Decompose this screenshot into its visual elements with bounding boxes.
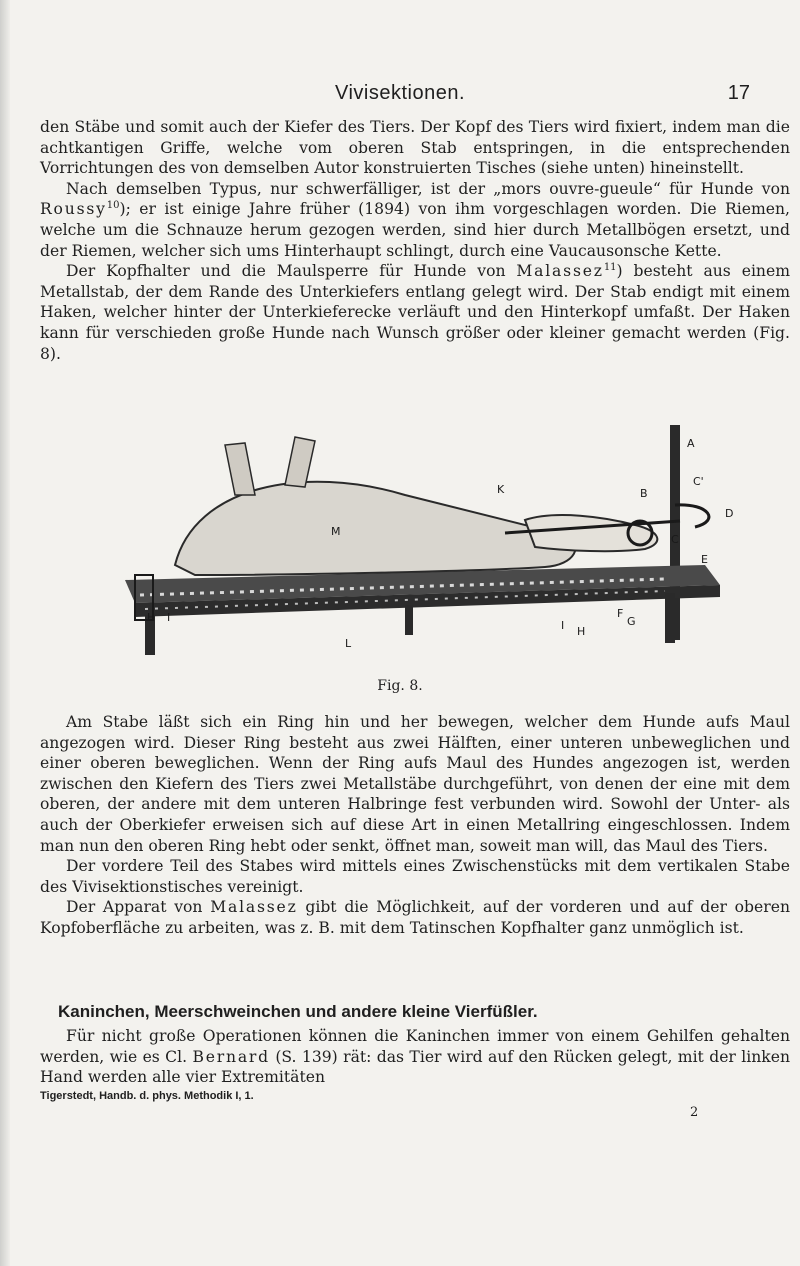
paragraph: Der Kopfhalter und die Maulsperre für Hunde von Malassez$^{11}$) besteht aus einem Metallstab, der dem Rande des Unterkiefers entlang gelegt wird. Der Stab endigt mit einem Haken, welcher hinter der Unterkieferecke verläuft und den Hinterkopf umfaßt. Der Haken kann für verschieden große Hunde nach Wunsch größer oder kleiner gemacht werden (Fig. 8). — [40, 261, 790, 363]
paragraph: Der Apparat von Malassez gibt die Möglichkeit, auf der vorderen und auf der oberen Kopfoberfläche zu arbeiten, was z. B. mit dem Tatinschen Kopfhalter ganz unmöglich ist. — [40, 898, 790, 937]
paragraph: Der vordere Teil des Stabes wird mittels eines Zwischenstücks mit dem vertikalen Stabe des Vivisektionstisches vereinigt. — [40, 857, 790, 896]
svg-text:I: I — [561, 619, 565, 632]
page-number: 17 — [727, 82, 750, 104]
svg-text:C': C' — [693, 475, 704, 488]
author-name: Bernard — [192, 1047, 270, 1066]
svg-text:H: H — [577, 625, 586, 638]
svg-text:B: B — [640, 487, 648, 500]
svg-text:E: E — [701, 553, 708, 566]
svg-text:K: K — [497, 483, 505, 496]
svg-text:A: A — [687, 437, 695, 450]
body-text-bottom — [40, 1026, 790, 1088]
footnote-ref: 11 — [603, 261, 617, 273]
dog-on-table-engraving — [105, 425, 745, 670]
svg-text:D: D — [725, 507, 734, 520]
footnote-ref: 10 — [106, 200, 120, 212]
figure-8-illustration — [105, 425, 745, 670]
svg-text:M: M — [331, 525, 341, 538]
svg-text:L: L — [345, 637, 352, 650]
author-name: Malassez — [210, 898, 298, 917]
svg-text:I: I — [167, 611, 171, 624]
footnote-source: Tigerstedt, Handb. d. phys. Methodik I, 1. — [40, 1090, 254, 1102]
figure-caption: Fig. 8. — [377, 678, 423, 694]
running-title: Vivisektionen. — [334, 82, 466, 104]
printer-signature: 2 — [690, 1105, 699, 1120]
paragraph: den Stäbe und somit auch der Kiefer des Tiers. Der Kopf des Tiers wird fixiert, indem man die achtkantigen Griffe, welche vom oberen Stab entspringen, in die entsprechenden Vorrichtungen des von demselben Autor konstruierten Tisches (siehe unten) hineinstellt. — [40, 118, 790, 178]
paragraph: Am Stabe läßt sich ein Ring hin und her bewegen, welcher dem Hunde aufs Maul angezogen wird. Dieser Ring besteht aus zwei Hälften, einer unteren unbeweglichen und einer oberen beweglichen. Wenn der Ring aufs Maul des Hundes angezogen ist, werden zwischen den Kiefern des Tiers zwei Metallstäbe durchgeführt, von denen der eine mit dem oberen, der andere mit dem unteren Halbringe fest verbunden wird. Sowohl der Unter- als auch der Oberkiefer erweisen sich auf diese Art in einen Metallring eingeschlossen. Indem man nun den oberen Ring hebt oder senkt, öffnet man, soweit man will, das Maul des Tiers. — [40, 713, 790, 855]
svg-text:F: F — [617, 607, 624, 620]
paragraph: Nach demselben Typus, nur schwerfälliger, ist der „mors ouvre-gueule“ für Hunde von Roussy$^{10}$); er ist einige Jahre früher (1894) von ihm vorgeschlagen worden. Die Riemen, welche um die Schnauze herum gezogen werden, sind hier durch Metallbögen ersetzt, und der Riemen, welcher sich ums Hinterhaupt schlingt, durch eine Vaucausonsche Kette. — [40, 179, 790, 260]
page-header — [0, 82, 800, 110]
svg-text:C: C — [671, 533, 679, 546]
author-name: Malassez — [516, 262, 604, 281]
body-text-middle — [40, 712, 790, 939]
section-heading: Kaninchen, Meerschweinchen und andere kleine Vierfüßler. — [58, 1002, 538, 1021]
svg-text:H: H — [147, 611, 156, 624]
svg-text:G: G — [627, 615, 636, 628]
paragraph: Für nicht große Operationen können die Kaninchen immer von einem Gehilfen gehalten werden, wie es Cl. Bernard (S. 139) rät: das Tier wird auf den Rücken gelegt, mit der linken Hand werden alle vier Extremitäten — [40, 1027, 790, 1087]
body-text-top — [40, 117, 790, 364]
page-binding-edge — [0, 0, 10, 1266]
author-name: Roussy — [40, 200, 107, 219]
